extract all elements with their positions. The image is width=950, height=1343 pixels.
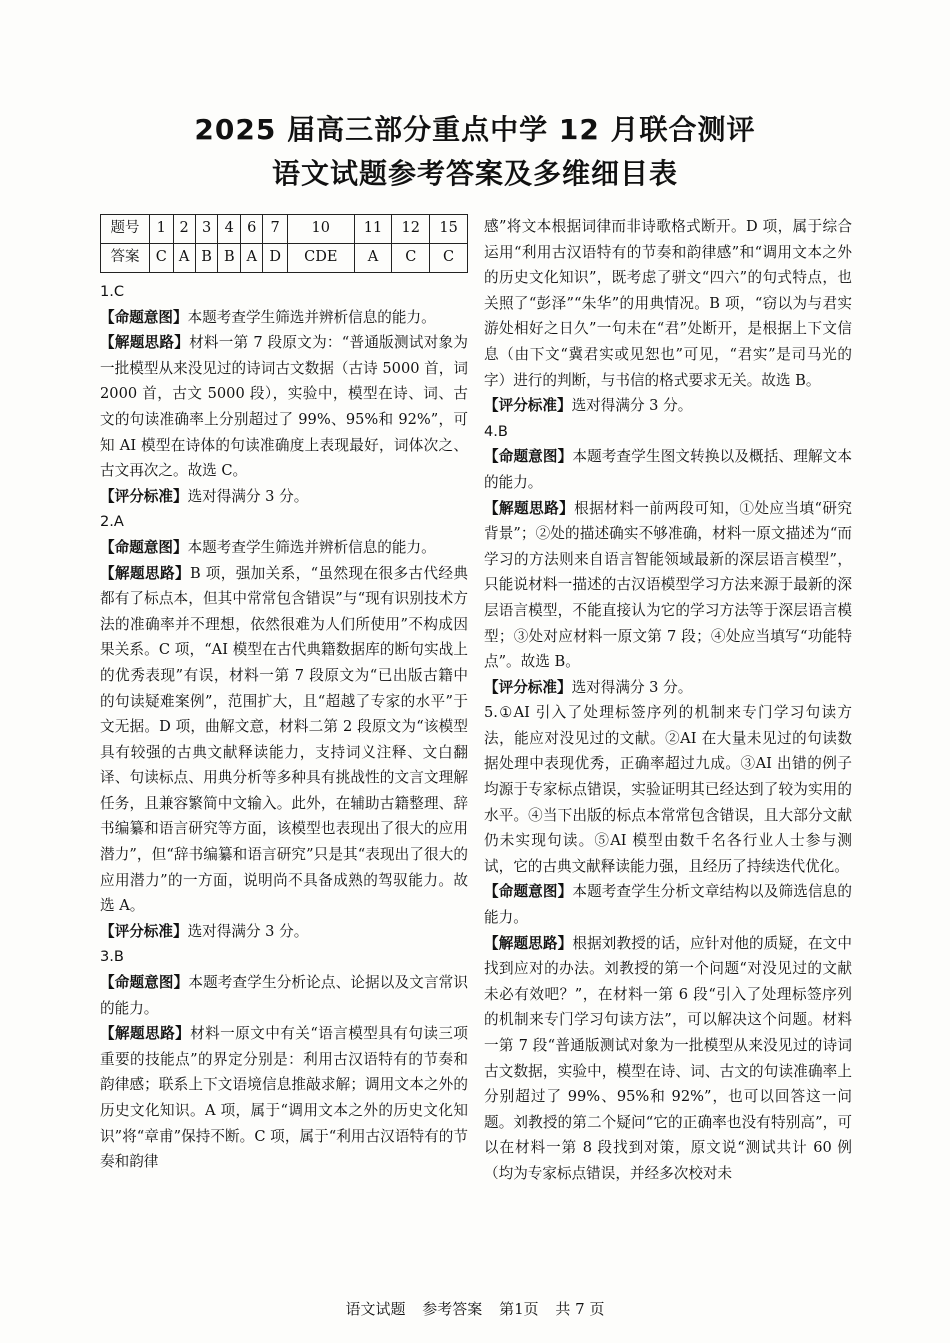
explanation-paragraph [100, 330, 468, 484]
question-number-cell: 15 [430, 215, 468, 244]
answer-cell: A [173, 244, 195, 273]
section-tag: 【评分标准】 [484, 678, 572, 696]
footer-doc: 参考答案 [422, 1300, 483, 1318]
answer-cell: C [392, 244, 430, 273]
paragraph-text: 本题考查学生图文转换以及概括、理解文本的能力。 [484, 448, 852, 491]
text-paragraph: 5.①AI 引入了处理标签序列的机制来专门学习句读方法，能应对没见过的文献。②AI 在大量未见过的句读数据处理中表现优秀，正确率超过九成。③AI 出错的例子均源于专家标点错误，实验证明其已经达到了较为实用的水平。④当下出版的标点本常常包含错误，且大部分文献仍未实现句读。⑤AI 模型由数千名各行业人士参与测试，它的古典文献释读能力强，且经历了持续迭代优化。 [484, 704, 852, 875]
explanation-paragraph [100, 535, 468, 561]
explanation-paragraph [484, 879, 852, 930]
section-tag: 【解题思路】 [100, 1025, 191, 1043]
footer-page: 第1页 [499, 1300, 539, 1318]
section-tag: 【命题意图】 [484, 448, 573, 466]
explanation-paragraph [100, 305, 468, 331]
question-answer-heading: 2.A [100, 513, 124, 531]
answer-table [100, 214, 468, 273]
question-answer-heading: 4.B [484, 422, 508, 440]
section-tag: 【命题意图】 [484, 883, 573, 901]
document-subtitle: 语文试题参考答案及多维细目表 [271, 157, 678, 190]
question-number-cell: 7 [263, 215, 288, 244]
question-number-cell: 12 [392, 215, 430, 244]
explanation-paragraph [484, 931, 852, 1187]
section-tag: 【解题思路】 [484, 499, 575, 517]
section-tag: 【解题思路】 [484, 934, 573, 952]
answer-cell: B [218, 244, 241, 273]
answer-cell: CDE [287, 244, 354, 273]
page-footer [0, 1298, 950, 1319]
explanation-paragraph [484, 496, 852, 675]
answer-cell: B [195, 244, 218, 273]
paragraph-text: 根据刘教授的话，应针对他的质疑，在文中找到应对的办法。刘教授的第一个问题“对没见过的文献未必有效吧？”，在材料一第 6 段“引入了处理标签序列的机制来专门学习句读方法”，可以解决这个问题。材料一第 7 段“普通版测试对象为一批模型从来没见过的诗词古文数据，实验中，模型在诗、词、古文的句读准确率上分别超过了 99%、95%和 92%”，也可以回答这一问题。刘教授的第二个疑问“它的正确率也没有特别高”，可以在材料一第 8 段找到对策，原文说“测试共计 60 例（均为专家标点错误，并经多次校对未 [484, 934, 852, 1182]
explanation-paragraph [484, 444, 852, 495]
question-number-cell: 2 [173, 215, 195, 244]
left-column [100, 214, 468, 1175]
section-tag: 【命题意图】 [100, 308, 188, 326]
explanation-paragraph [100, 561, 468, 919]
paragraph-text: 本题考查学生分析论点、论据以及文言常识的能力。 [100, 974, 468, 1017]
explanation-paragraph [100, 919, 468, 945]
footer-total: 共 7 页 [555, 1300, 605, 1318]
section-tag: 【评分标准】 [100, 922, 188, 940]
paragraph-text: 选对得满分 3 分。 [187, 487, 309, 505]
section-tag: 【解题思路】 [100, 564, 190, 582]
row-header-number: 题号 [101, 215, 150, 244]
answer-cell: D [263, 244, 288, 273]
question-number-cell: 1 [150, 215, 174, 244]
paragraph-text: 本题考查学生筛选并辨析信息的能力。 [187, 538, 436, 556]
right-column [484, 214, 852, 1187]
paragraph-text: 选对得满分 3 分。 [571, 678, 693, 696]
document-title: 2025 届高三部分重点中学 12 月联合测评 [194, 113, 756, 146]
question-number-cell: 11 [354, 215, 392, 244]
answer-cell: A [241, 244, 263, 273]
explanation-paragraph [100, 484, 468, 510]
question-number-cell: 3 [195, 215, 218, 244]
paragraph-text: 选对得满分 3 分。 [187, 922, 309, 940]
answer-row [101, 244, 468, 273]
footer-subject: 语文试题 [345, 1300, 406, 1318]
question-number-row [101, 215, 468, 244]
paragraph-text: 本题考查学生分析文章结构以及筛选信息的能力。 [484, 883, 852, 927]
section-tag: 【命题意图】 [100, 974, 189, 992]
answer-cell: C [150, 244, 174, 273]
text-paragraph: 感”将文本根据词律而非诗歌格式断开。D 项，属于综合运用“利用古汉语特有的节奏和韵律感”和“调用文本之外的历史文化知识”，既考虑了骈文“四六”的句式特点，也关照了“彭泽”“朱华”的用典情况。B 项，“窃以为与君实游处相好之日久”一句未在“君”处断开，是根据上下文信息（由下文“冀君实或见恕也”可见，“君实”是司马光的字）进行的判断，与书信的格式要求无关。故选 B。 [484, 218, 852, 389]
explanation-paragraph [100, 970, 468, 1021]
paragraph-text: 根据材料一前两段可知，①处应当填“研究背景”；②处的描述确实不够准确，材料一原文描述为“而学习的方法则来自语言智能领域最新的深层语言模型”，只能说材料一描述的古汉语模型学习方法来源于最新的深层语言模型，不能直接认为它的学习方法等于深层语言模型；③处对应材料一原文第 7 段；④处应当填写“功能特点”。故选 B。 [484, 499, 852, 671]
section-tag: 【评分标准】 [100, 487, 188, 505]
paragraph-text: 材料一第 7 段原文为：“普通版测试对象为一批模型从来没见过的诗词古文数据（古诗 5000 首，词 2000 首，古文 5000 段），实验中，模型在诗、词、古文的句读准确率上分别超过了 99%、95%和 92%”，可知 AI 模型在诗体的句读准确度上表现最好，词体次之、古文再次之。故选 C。 [100, 334, 468, 480]
explanation-paragraph [100, 1021, 468, 1175]
section-tag: 【解题思路】 [100, 334, 190, 352]
left-column-body [100, 279, 468, 1175]
question-number-cell: 4 [218, 215, 241, 244]
question-number-cell: 6 [241, 215, 263, 244]
answer-cell: C [430, 244, 468, 273]
question-answer-heading: 3.B [100, 948, 124, 966]
answer-cell: A [354, 244, 392, 273]
question-answer-heading: 1.C [100, 283, 125, 300]
question-number-cell: 10 [287, 215, 354, 244]
explanation-paragraph [484, 393, 852, 419]
paragraph-text: B 项，强加关系，“虽然现在很多古代经典都有了标点本，但其中常常包含错误”与“现有识别技术方法的准确率并不理想，依然很难为人们所使用”不构成因果关系。C 项，“AI 模型在古代典籍数据库的断句实战上的优秀表现”有误，材料一第 7 段原文为“已出版古籍中的句读疑难案例”，范围扩大，且“超越了专家的水平”于文无据。D 项，曲解文意，材料二第 2 段原文为“该模型具有较强的古典文献释读能力，支持词义注释、文白翻译、句读标点、用典分析等多种具有挑战性的文言文理解任务，且兼容繁简中文输入。此外，在辅助古籍整理、辞书编纂和语言研究等方面，该模型也表现出了很大的应用潜力”，但“辞书编纂和语言研究”只是其“表现出了很大的应用潜力”的一方面，说明尚不具备成熟的驾驭能力。故选 A。 [100, 564, 468, 915]
section-tag: 【评分标准】 [484, 397, 572, 415]
paragraph-text: 本题考查学生筛选并辨析信息的能力。 [187, 308, 436, 326]
paragraph-text: 材料一原文中有关“语言模型具有句读三项重要的技能点”的界定分别是：利用古汉语特有的节奏和韵律感；联系上下文语境信息推敲求解；调用文本之外的历史文化知识。A 项，属于“调用文本之外的历史文化知识”将“章甫”保持不断。C 项，属于“利用古汉语特有的节奏和韵律 [100, 1025, 468, 1171]
paragraph-text: 选对得满分 3 分。 [571, 397, 693, 415]
section-tag: 【命题意图】 [100, 538, 188, 556]
row-header-answer: 答案 [101, 244, 150, 273]
explanation-paragraph [484, 675, 852, 701]
right-column-body [484, 214, 852, 1187]
